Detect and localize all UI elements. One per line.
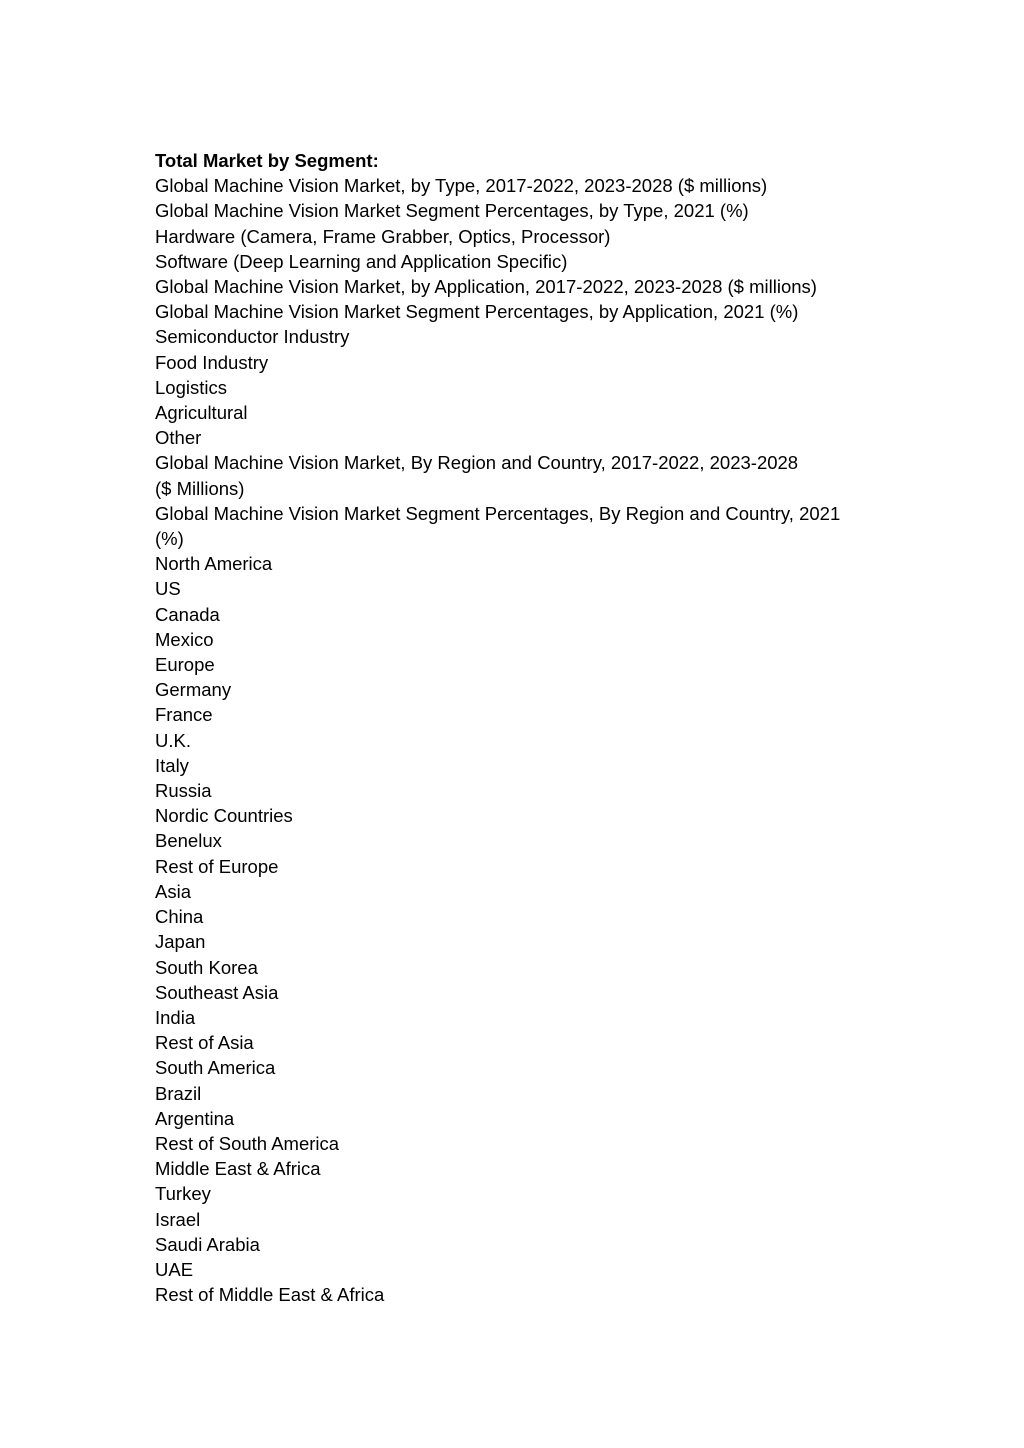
list-item: Global Machine Vision Market Segment Percentages, by Application, 2021 (%) [155, 301, 799, 323]
list-item: Software (Deep Learning and Application Specific) [155, 250, 568, 272]
list-item: U.K. [155, 729, 191, 751]
list-item: Middle East & Africa [155, 1158, 321, 1180]
list-item: Russia [155, 780, 212, 802]
list-item: Brazil [155, 1082, 202, 1104]
list-item: Saudi Arabia [155, 1233, 260, 1255]
list-item: Global Machine Vision Market Segment Percentages, by Type, 2021 (%) [155, 200, 749, 222]
list-item: Canada [155, 603, 220, 625]
section-heading: Total Market by Segment: [155, 150, 379, 171]
list-item: Global Machine Vision Market, by Type, 2017-2022, 2023-2028 ($ millions) [155, 175, 768, 197]
list-item: South America [155, 1057, 276, 1079]
list-item: Mexico [155, 628, 214, 650]
list-item: Nordic Countries [155, 805, 293, 827]
list-item: Turkey [155, 1183, 211, 1205]
list-item: Germany [155, 679, 232, 701]
list-item: Argentina [155, 1107, 235, 1129]
list-item: Global Machine Vision Market, By Region and Country, 2017-2022, 2023-2028 [155, 452, 799, 474]
list-item: South Korea [155, 956, 258, 978]
list-item: Rest of Middle East & Africa [155, 1284, 385, 1306]
list-item: Italy [155, 754, 189, 776]
list-item: Rest of South America [155, 1132, 340, 1154]
list-item: Semiconductor Industry [155, 326, 350, 348]
list-item: Asia [155, 880, 191, 902]
list-item: Other [155, 427, 202, 449]
list-item: Global Machine Vision Market Segment Percentages, By Region and Country, 2021 [155, 502, 841, 524]
list-item: Southeast Asia [155, 981, 279, 1003]
list-item: Global Machine Vision Market, by Application, 2017-2022, 2023-2028 ($ millions) [155, 276, 817, 298]
list-item: China [155, 906, 204, 928]
list-item: UAE [155, 1258, 194, 1280]
list-item: India [155, 1006, 196, 1028]
list-item: Food Industry [155, 351, 269, 373]
list-item: Israel [155, 1208, 201, 1230]
list-item: Logistics [155, 376, 227, 398]
list-item: Agricultural [155, 402, 248, 424]
list-item: Hardware (Camera, Frame Grabber, Optics, Processor) [155, 225, 611, 247]
list-item: Japan [155, 931, 206, 953]
list-item: US [155, 578, 181, 600]
list-item: Europe [155, 654, 215, 676]
list-item: France [155, 704, 213, 726]
list-item: ($ Millions) [155, 477, 245, 499]
document-page [155, 148, 875, 1307]
list-item: North America [155, 553, 273, 575]
list-item: (%) [155, 528, 184, 550]
list-item: Rest of Europe [155, 855, 279, 877]
list-item: Benelux [155, 830, 222, 852]
list-item: Rest of Asia [155, 1032, 254, 1054]
segment-list [155, 173, 875, 1307]
